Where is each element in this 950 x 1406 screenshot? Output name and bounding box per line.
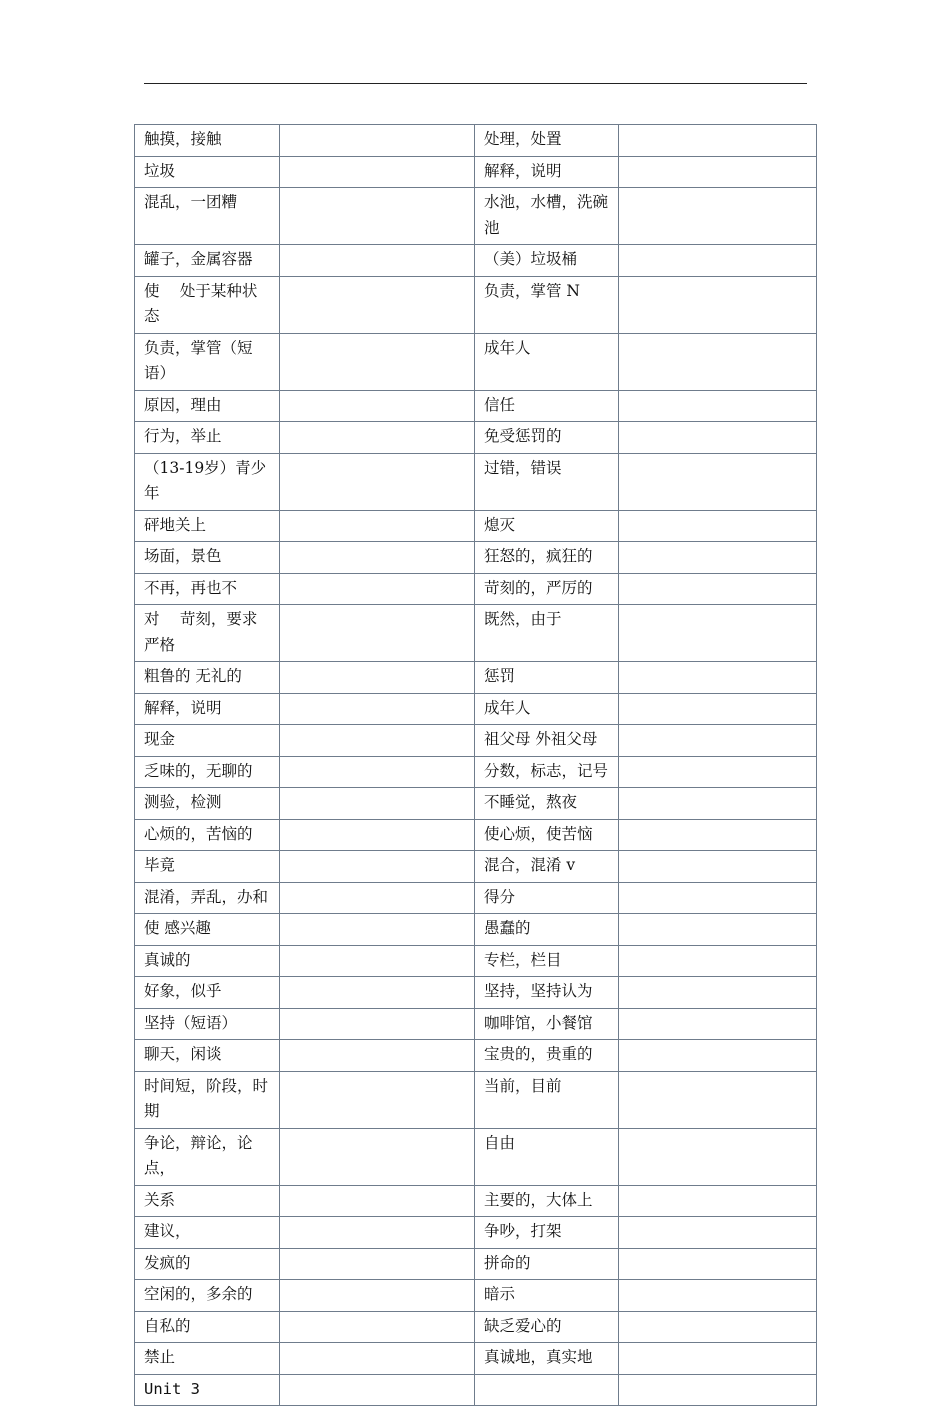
chinese-term-cell-left: 混乱，一团糟 [135, 188, 280, 245]
chinese-term-cell-right: 缺乏爱心的 [475, 1311, 619, 1343]
answer-cell-right[interactable] [619, 245, 817, 277]
answer-cell-left[interactable] [280, 725, 475, 757]
chinese-term-cell-left: 自私的 [135, 1311, 280, 1343]
chinese-term-cell-right: 分数，标志，记号 [475, 756, 619, 788]
table-row [135, 1280, 817, 1312]
table-row [135, 333, 817, 390]
table-row [135, 914, 817, 946]
answer-cell-left[interactable] [280, 1311, 475, 1343]
answer-cell-right[interactable] [619, 1217, 817, 1249]
chinese-term-cell-right: 熄灭 [475, 510, 619, 542]
chinese-term-cell-left: 时间短，阶段，时期 [135, 1071, 280, 1128]
chinese-term-cell-right [475, 1374, 619, 1406]
table-row [135, 693, 817, 725]
answer-cell-right[interactable] [619, 1040, 817, 1072]
answer-cell-left[interactable] [280, 1128, 475, 1185]
answer-cell-left[interactable] [280, 1071, 475, 1128]
answer-cell-left[interactable] [280, 1248, 475, 1280]
table-row [135, 573, 817, 605]
table-row [135, 276, 817, 333]
chinese-term-cell-left: 测验，检测 [135, 788, 280, 820]
chinese-term-cell-left: 乏味的，无聊的 [135, 756, 280, 788]
vocabulary-table-body [135, 125, 817, 1406]
chinese-term-cell-left: 罐子，金属容器 [135, 245, 280, 277]
table-row [135, 945, 817, 977]
chinese-term-cell-left: 不再，再也不 [135, 573, 280, 605]
chinese-term-cell-right: 解释，说明 [475, 156, 619, 188]
chinese-term-cell-left: 发疯的 [135, 1248, 280, 1280]
table-row [135, 1217, 817, 1249]
chinese-term-cell-right: 免受惩罚的 [475, 422, 619, 454]
chinese-term-cell-left: 原因，理由 [135, 390, 280, 422]
answer-cell-right[interactable] [619, 1374, 817, 1406]
answer-cell-left[interactable] [280, 914, 475, 946]
answer-cell-right[interactable] [619, 1248, 817, 1280]
answer-cell-right[interactable] [619, 851, 817, 883]
answer-cell-left[interactable] [280, 1280, 475, 1312]
chinese-term-cell-right: 自由 [475, 1128, 619, 1185]
table-row [135, 882, 817, 914]
table-row [135, 1343, 817, 1375]
answer-cell-left[interactable] [280, 819, 475, 851]
answer-cell-right[interactable] [619, 882, 817, 914]
chinese-term-cell-left: 触摸，接触 [135, 125, 280, 157]
table-row [135, 788, 817, 820]
table-row [135, 662, 817, 694]
answer-cell-right[interactable] [619, 422, 817, 454]
chinese-term-cell-left: Unit 3 [135, 1374, 280, 1406]
answer-cell-left[interactable] [280, 510, 475, 542]
chinese-term-cell-right: 专栏，栏目 [475, 945, 619, 977]
answer-cell-left[interactable] [280, 851, 475, 883]
table-row [135, 422, 817, 454]
table-row [135, 725, 817, 757]
chinese-term-cell-right: 惩罚 [475, 662, 619, 694]
answer-cell-right[interactable] [619, 156, 817, 188]
table-row [135, 125, 817, 157]
answer-cell-right[interactable] [619, 1343, 817, 1375]
answer-cell-left[interactable] [280, 945, 475, 977]
chinese-term-cell-left: 使 处于某种状态 [135, 276, 280, 333]
chinese-term-cell-left: 争论，辩论，论点， [135, 1128, 280, 1185]
vocabulary-table [134, 124, 817, 1406]
answer-cell-right[interactable] [619, 1311, 817, 1343]
chinese-term-cell-left: 毕竟 [135, 851, 280, 883]
chinese-term-cell-right: 不睡觉，熬夜 [475, 788, 619, 820]
chinese-term-cell-right: 成年人 [475, 693, 619, 725]
chinese-term-cell-right: 信任 [475, 390, 619, 422]
chinese-term-cell-left: 好象，似乎 [135, 977, 280, 1009]
chinese-term-cell-left: 负责，掌管（短语） [135, 333, 280, 390]
answer-cell-right[interactable] [619, 788, 817, 820]
answer-cell-right[interactable] [619, 662, 817, 694]
chinese-term-cell-right: 拼命的 [475, 1248, 619, 1280]
chinese-term-cell-right: 真诚地，真实地 [475, 1343, 619, 1375]
answer-cell-left[interactable] [280, 605, 475, 662]
chinese-term-cell-right: 混合，混淆 v [475, 851, 619, 883]
answer-cell-right[interactable] [619, 756, 817, 788]
chinese-term-cell-left: 解释，说明 [135, 693, 280, 725]
chinese-term-cell-left: 场面，景色 [135, 542, 280, 574]
chinese-term-cell-right: 苛刻的，严厉的 [475, 573, 619, 605]
chinese-term-cell-left: 混淆，弄乱，办和 [135, 882, 280, 914]
answer-cell-right[interactable] [619, 819, 817, 851]
chinese-term-cell-left: 坚持（短语） [135, 1008, 280, 1040]
answer-cell-right[interactable] [619, 914, 817, 946]
table-row [135, 1128, 817, 1185]
table-row [135, 510, 817, 542]
table-row [135, 188, 817, 245]
chinese-term-cell-right: 得分 [475, 882, 619, 914]
answer-cell-left[interactable] [280, 542, 475, 574]
chinese-term-cell-left: 粗鲁的 无礼的 [135, 662, 280, 694]
table-row [135, 1071, 817, 1128]
chinese-term-cell-right: （美）垃圾桶 [475, 245, 619, 277]
table-row [135, 245, 817, 277]
answer-cell-left[interactable] [280, 693, 475, 725]
answer-cell-right[interactable] [619, 693, 817, 725]
table-row [135, 156, 817, 188]
chinese-term-cell-right: 过错，错误 [475, 453, 619, 510]
answer-cell-left[interactable] [280, 756, 475, 788]
answer-cell-right[interactable] [619, 573, 817, 605]
chinese-term-cell-right: 宝贵的，贵重的 [475, 1040, 619, 1072]
answer-cell-right[interactable] [619, 605, 817, 662]
table-row [135, 1040, 817, 1072]
chinese-term-cell-left: 建议， [135, 1217, 280, 1249]
answer-cell-left[interactable] [280, 453, 475, 510]
answer-cell-left[interactable] [280, 156, 475, 188]
answer-cell-left[interactable] [280, 788, 475, 820]
answer-cell-right[interactable] [619, 390, 817, 422]
answer-cell-left[interactable] [280, 1185, 475, 1217]
chinese-term-cell-left: 垃圾 [135, 156, 280, 188]
answer-cell-left[interactable] [280, 1374, 475, 1406]
chinese-term-cell-left: （13-19岁）青少年 [135, 453, 280, 510]
answer-cell-right[interactable] [619, 1008, 817, 1040]
answer-cell-right[interactable] [619, 725, 817, 757]
chinese-term-cell-left: 行为，举止 [135, 422, 280, 454]
answer-cell-right[interactable] [619, 276, 817, 333]
chinese-term-cell-left: 对 苛刻，要求严格 [135, 605, 280, 662]
table-row [135, 819, 817, 851]
chinese-term-cell-left: 空闲的，多余的 [135, 1280, 280, 1312]
table-row [135, 542, 817, 574]
answer-cell-left[interactable] [280, 276, 475, 333]
chinese-term-cell-left: 砰地关上 [135, 510, 280, 542]
chinese-term-cell-right: 暗示 [475, 1280, 619, 1312]
chinese-term-cell-right: 使心烦，使苦恼 [475, 819, 619, 851]
answer-cell-left[interactable] [280, 245, 475, 277]
chinese-term-cell-left: 关系 [135, 1185, 280, 1217]
chinese-term-cell-right: 坚持，坚持认为 [475, 977, 619, 1009]
answer-cell-right[interactable] [619, 542, 817, 574]
table-row [135, 1008, 817, 1040]
answer-cell-left[interactable] [280, 1217, 475, 1249]
answer-cell-right[interactable] [619, 453, 817, 510]
chinese-term-cell-left: 现金 [135, 725, 280, 757]
table-row [135, 605, 817, 662]
answer-cell-left[interactable] [280, 188, 475, 245]
chinese-term-cell-left: 使 感兴趣 [135, 914, 280, 946]
chinese-term-cell-right: 成年人 [475, 333, 619, 390]
table-row [135, 1248, 817, 1280]
chinese-term-cell-right: 主要的，大体上 [475, 1185, 619, 1217]
chinese-term-cell-left: 禁止 [135, 1343, 280, 1375]
answer-cell-right[interactable] [619, 188, 817, 245]
answer-cell-right[interactable] [619, 977, 817, 1009]
answer-cell-left[interactable] [280, 125, 475, 157]
table-row [135, 453, 817, 510]
answer-cell-right[interactable] [619, 333, 817, 390]
answer-cell-left[interactable] [280, 977, 475, 1009]
table-row [135, 851, 817, 883]
chinese-term-cell-right: 处理，处置 [475, 125, 619, 157]
chinese-term-cell-left: 真诚的 [135, 945, 280, 977]
answer-cell-left[interactable] [280, 882, 475, 914]
chinese-term-cell-right: 祖父母 外祖父母 [475, 725, 619, 757]
table-row [135, 1311, 817, 1343]
chinese-term-cell-right: 争吵，打架 [475, 1217, 619, 1249]
chinese-term-cell-right: 负责，掌管 N [475, 276, 619, 333]
answer-cell-left[interactable] [280, 1343, 475, 1375]
answer-cell-left[interactable] [280, 333, 475, 390]
answer-cell-right[interactable] [619, 125, 817, 157]
answer-cell-right[interactable] [619, 945, 817, 977]
table-row [135, 756, 817, 788]
table-row [135, 390, 817, 422]
table-row [135, 977, 817, 1009]
answer-cell-left[interactable] [280, 422, 475, 454]
answer-cell-left[interactable] [280, 662, 475, 694]
chinese-term-cell-right: 狂怒的，疯狂的 [475, 542, 619, 574]
answer-cell-right[interactable] [619, 1071, 817, 1128]
answer-cell-left[interactable] [280, 1040, 475, 1072]
answer-cell-right[interactable] [619, 510, 817, 542]
answer-cell-right[interactable] [619, 1280, 817, 1312]
chinese-term-cell-right: 当前，目前 [475, 1071, 619, 1128]
chinese-term-cell-right: 咖啡馆，小餐馆 [475, 1008, 619, 1040]
chinese-term-cell-left: 心烦的，苦恼的 [135, 819, 280, 851]
chinese-term-cell-right: 水池，水槽，洗碗池 [475, 188, 619, 245]
answer-cell-left[interactable] [280, 1008, 475, 1040]
answer-cell-right[interactable] [619, 1185, 817, 1217]
answer-cell-left[interactable] [280, 573, 475, 605]
table-row [135, 1374, 817, 1406]
chinese-term-cell-left: 聊天，闲谈 [135, 1040, 280, 1072]
table-row [135, 1185, 817, 1217]
header-rule [144, 83, 807, 84]
chinese-term-cell-right: 愚蠢的 [475, 914, 619, 946]
answer-cell-left[interactable] [280, 390, 475, 422]
chinese-term-cell-right: 既然，由于 [475, 605, 619, 662]
answer-cell-right[interactable] [619, 1128, 817, 1185]
